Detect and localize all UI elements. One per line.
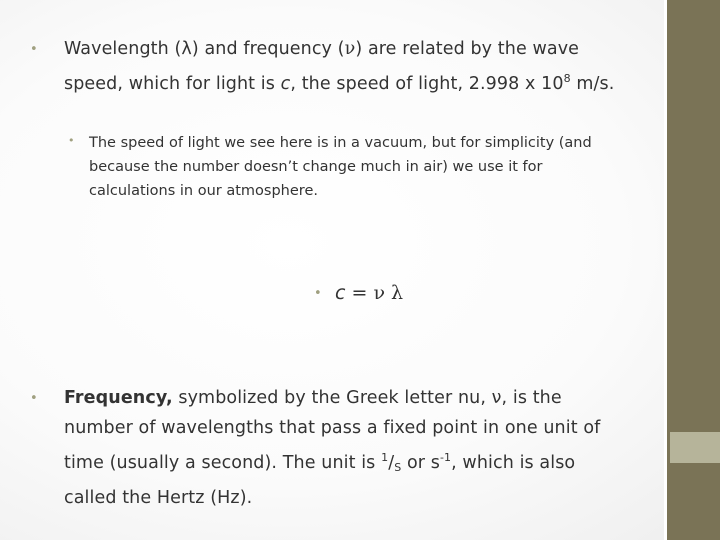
bullet-line [64, 34, 614, 64]
sub-bullet-line: The speed of light we see here is in a vacuum, but for simplicity (and [89, 135, 592, 151]
c-symbol: c [280, 74, 291, 94]
sub-bullet-line: calculations in our atmosphere. [89, 183, 318, 199]
bullet-marker: • [30, 391, 38, 406]
sub-bullet-vacuum-note [89, 131, 592, 203]
formula-bullet-marker: • [314, 286, 322, 301]
text-run: , which is also [451, 453, 576, 473]
exponent: -1 [439, 451, 452, 464]
bullet-marker: • [30, 42, 38, 57]
formula-rest: = ν λ [345, 282, 404, 304]
slash: / [388, 453, 395, 473]
text-run: speed, which for light is [64, 74, 281, 94]
text-run: or s [401, 453, 440, 473]
sidebar-band [670, 432, 720, 463]
superscript-one: 1 [381, 451, 389, 464]
text-run: time (usually a second). The unit is [64, 453, 382, 473]
text-run: , the speed of light, 2.998 x 10 [290, 74, 564, 94]
text-run: Wavelength (λ) and frequency ( [64, 39, 345, 59]
exponent: 8 [563, 72, 571, 85]
sub-bullet-marker: • [68, 134, 75, 147]
bullet-line [64, 64, 614, 99]
bullet-line: number of wavelengths that pass a fixed point in one unit of [64, 418, 601, 438]
c-symbol: c [335, 282, 346, 304]
frequency-term: Frequency, [64, 388, 173, 408]
subscript-s: S [394, 461, 402, 474]
text-run: ) are related by the wave [355, 39, 580, 59]
nu-symbol: ν [344, 39, 356, 59]
text-run: symbolized by the Greek letter nu, ν, is the [172, 388, 562, 408]
bullet-line [64, 443, 600, 483]
sidebar-decoration [664, 0, 720, 540]
formula-c-nu-lambda [335, 281, 403, 305]
sub-bullet-line: because the number doesn’t change much in air) we use it for [89, 159, 543, 175]
text-run: m/s. [570, 74, 615, 94]
bullet-line: called the Hertz (Hz). [64, 488, 253, 508]
bullet-line [64, 383, 600, 413]
bullet-wavelength-frequency [64, 34, 614, 99]
bullet-frequency-definition [64, 383, 600, 513]
